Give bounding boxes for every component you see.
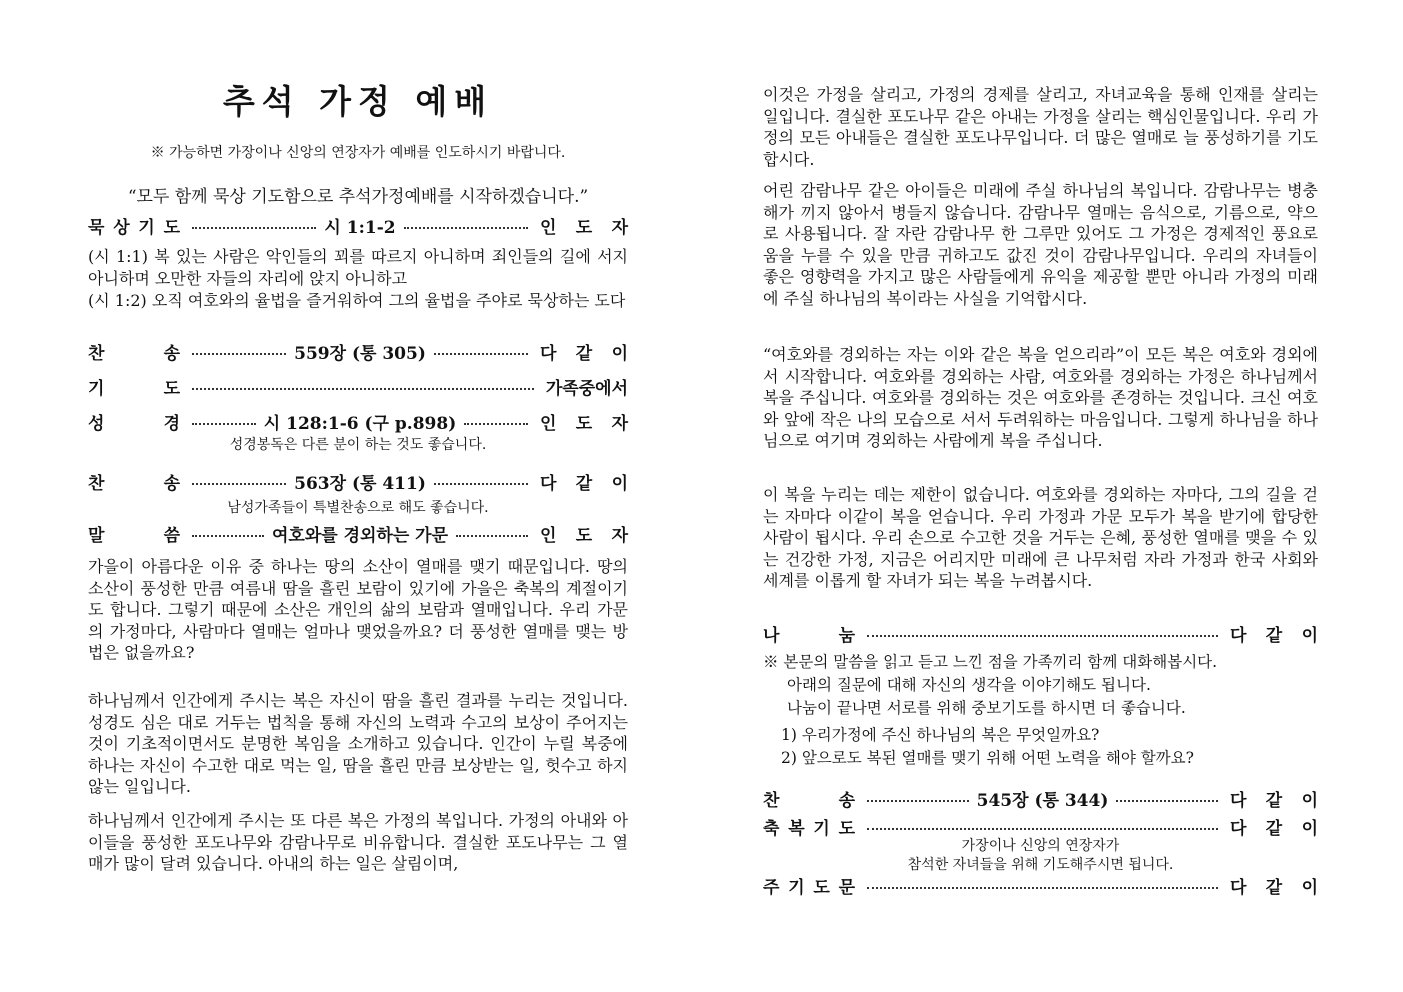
opening-statement: “모두 함께 묵상 기도함으로 추석가정예배를 시작하겠습니다.” <box>127 187 589 207</box>
order-ref: 563장 (통 411) <box>294 473 426 494</box>
sermon-paragraph-2: 하나님께서 인간에게 주시는 복은 자신이 땀을 흘린 결과를 누리는 것입니다. 성경도 심은 대로 거두는 법칙을 통해 자신의 노력과 수고의 보상이 주어지는 것이 기초적이면서도 분명한 복임을 소개하고 있습니다. 인간이 누릴 복중에 하나는 자신이 수고한 대로 먹는 일, 땀을 흘린 만큼 보상받는 일, 헛수고 하지 않는 일입니다. <box>88 691 628 797</box>
sharing-note-2: 아래의 질문에 대해 자신의 생각을 이야기해도 됩니다. <box>787 676 1151 694</box>
blessing-note-line-2: 참석한 자녀들을 위해 기도해주시면 됩니다. <box>907 857 1174 873</box>
order-row-sharing <box>763 620 1318 646</box>
order-label: 성 경 <box>88 413 180 434</box>
order-row-hymn-1 <box>88 338 628 364</box>
sermon-paragraph-4: 이것은 가정을 살리고, 가정의 경제를 살리고, 자녀교육을 통해 인재를 살리는 일입니다. 결실한 포도나무 같은 아내는 가정을 살리는 핵심인물입니다. 우리 가정의 모든 아내들은 결실한 포도나무입니다. 더 많은 열매로 늘 풍성하기를 기도합시다. <box>763 85 1318 169</box>
order-label: 찬 송 <box>88 343 180 364</box>
order-row-scripture <box>88 408 628 434</box>
order-label: 축 복 기 도 <box>763 818 855 839</box>
order-ref: 시 128:1-6 (구 p.898) <box>263 413 457 434</box>
order-label: 주 기 도 문 <box>763 877 855 898</box>
leader-note: ※ 가능하면 가장이나 신앙의 연장자가 예배를 인도하시기 바랍니다. <box>150 145 566 161</box>
order-leader: 다 같 이 <box>1230 625 1318 646</box>
psalm-verse-2: (시 1:2) 오직 여호와의 율법을 즐거워하여 그의 율법을 주야로 묵상하는 도다 <box>88 291 626 310</box>
order-label: 찬 송 <box>763 790 855 811</box>
order-row-meditation <box>88 212 628 238</box>
psalm-verse-1: (시 1:1) 복 있는 사람은 악인들의 꾀를 따르지 아니하며 죄인들의 길에 서지 아니하며 오만한 자들의 자리에 앉지 아니하고 <box>88 247 628 288</box>
order-leader: 인 도 자 <box>540 217 628 238</box>
question-2: 2) 앞으로도 복된 열매를 맺기 위해 어떤 노력을 해야 할까요? <box>781 749 1194 767</box>
order-row-lords-prayer <box>763 872 1318 898</box>
order-leader: 다 같 이 <box>1230 877 1318 898</box>
question-1: 1) 우리가정에 주신 하나님의 복은 무엇일까요? <box>781 726 1100 744</box>
sharing-note-3: 나눔이 끝나면 서로를 위해 중보기도를 하시면 더 좋습니다. <box>787 699 1186 717</box>
order-leader: 다 같 이 <box>1230 790 1318 811</box>
order-label: 나 눔 <box>763 625 855 646</box>
order-row-hymn-2 <box>88 468 628 494</box>
order-leader: 다 같 이 <box>540 343 628 364</box>
order-leader: 가족중에서 <box>545 378 628 399</box>
order-ref: 시 1:1-2 <box>324 217 396 238</box>
sharing-notes <box>763 651 1318 770</box>
sermon-paragraph-3: 하나님께서 인간에게 주시는 또 다른 복은 가정의 복입니다. 가정의 아내와 아이들을 풍성한 포도나무와 감람나무로 비유합니다. 결실한 포도나무는 그 열매가 많이 달려 있습니다. 아내의 하는 일은 살림이며, <box>88 811 628 874</box>
scripture-note: 성경봉독은 다른 분이 하는 것도 좋습니다. <box>229 437 487 453</box>
hymn-note: 남성가족들이 특별찬송으로 해도 좋습니다. <box>227 500 489 516</box>
blessing-note-line-1: 가장이나 신앙의 연장자가 <box>961 838 1120 854</box>
sermon-paragraph-1: 가을이 아름다운 이유 중 하나는 땅의 소산이 열매를 맺기 때문입니다. 땅의 소산이 풍성한 만큼 여름내 땀을 흘린 보람이 있기에 가을은 축복의 계절이기도 합니다. 그렇기 때문에 소산은 개인의 삶의 보람과 열매입니다. 우리 가문의 가정마다, 사람마다 열매는 얼마나 맺었을까요? 더 풍성한 열매를 맺는 방법은 없을까요? <box>88 557 628 663</box>
order-leader: 다 같 이 <box>540 473 628 494</box>
order-leader: 인 도 자 <box>540 413 628 434</box>
sermon-paragraph-7: 이 복을 누리는 데는 제한이 없습니다. 여호와를 경외하는 자마다, 그의 길을 걷는 자마다 이같이 복을 얻습니다. 우리 가정과 가문 모두가 복을 받기에 합당한 사람이 됩시다. 우리 손으로 수고한 것을 거두는 은혜, 풍성한 열매를 맺을 수 있는 건강한 가정, 지금은 어리지만 미래에 큰 나무처럼 자라 가정과 한국 사회와 세계를 이롭게 할 자녀가 되는 복을 누려봅시다. <box>763 485 1318 591</box>
order-leader: 다 같 이 <box>1230 818 1318 839</box>
order-ref: 559장 (통 305) <box>294 343 426 364</box>
order-row-blessing <box>763 813 1318 839</box>
order-ref: 545장 (통 344) <box>976 790 1109 811</box>
order-label: 기 도 <box>88 378 180 399</box>
order-label: 말 씀 <box>88 525 180 546</box>
order-label: 찬 송 <box>88 473 180 494</box>
order-row-hymn-3 <box>763 785 1318 811</box>
order-ref: 여호와를 경외하는 가문 <box>271 525 449 546</box>
sermon-paragraph-5: 어린 감람나무 같은 아이들은 미래에 주실 하나님의 복입니다. 감람나무는 병충해가 끼지 않아서 병들지 않습니다. 감람나무 열매는 음식으로, 기름으로, 약으로 사용됩니다. 잘 자란 감람나무 한 그루만 있어도 그 가정은 경제적인 풍요로움을 누를 수 있을 만큼 귀하고도 값진 것이 감람나무입니다. 우리의 자녀들이 좋은 영향력을 가지고 많은 사람들에게 유익을 제공할 뿐만 아니라 가정의 미래에 주실 하나님의 복이라는 사실을 기억합시다. <box>763 181 1318 308</box>
blessing-note <box>763 837 1318 875</box>
sermon-paragraph-6: “여호와를 경외하는 자는 이와 같은 복을 얻으리라”이 모든 복은 여호와 경외에서 시작합니다. 여호와를 경외하는 사람, 여호와를 경외하는 가정은 하나님께서 복을 주십니다. 여호와를 경외하는 것은 여호와를 존경하는 것입니다. 크신 여호와 앞에 작은 나의 모습으로 서서 두려워하는 마음입니다. 그렇게 하나님을 하나님으로 여기며 경외하는 사람에게 복을 주십니다. <box>763 345 1318 451</box>
order-leader: 인 도 자 <box>540 525 628 546</box>
order-row-prayer <box>88 373 628 399</box>
order-row-sermon <box>88 520 628 546</box>
page-title: 추석 가정 예배 <box>222 82 494 121</box>
sharing-note-1: ※ 본문의 말씀을 읽고 듣고 느낀 점을 가족끼리 함께 대화해봅시다. <box>763 653 1218 671</box>
order-label: 묵 상 기 도 <box>88 217 180 238</box>
